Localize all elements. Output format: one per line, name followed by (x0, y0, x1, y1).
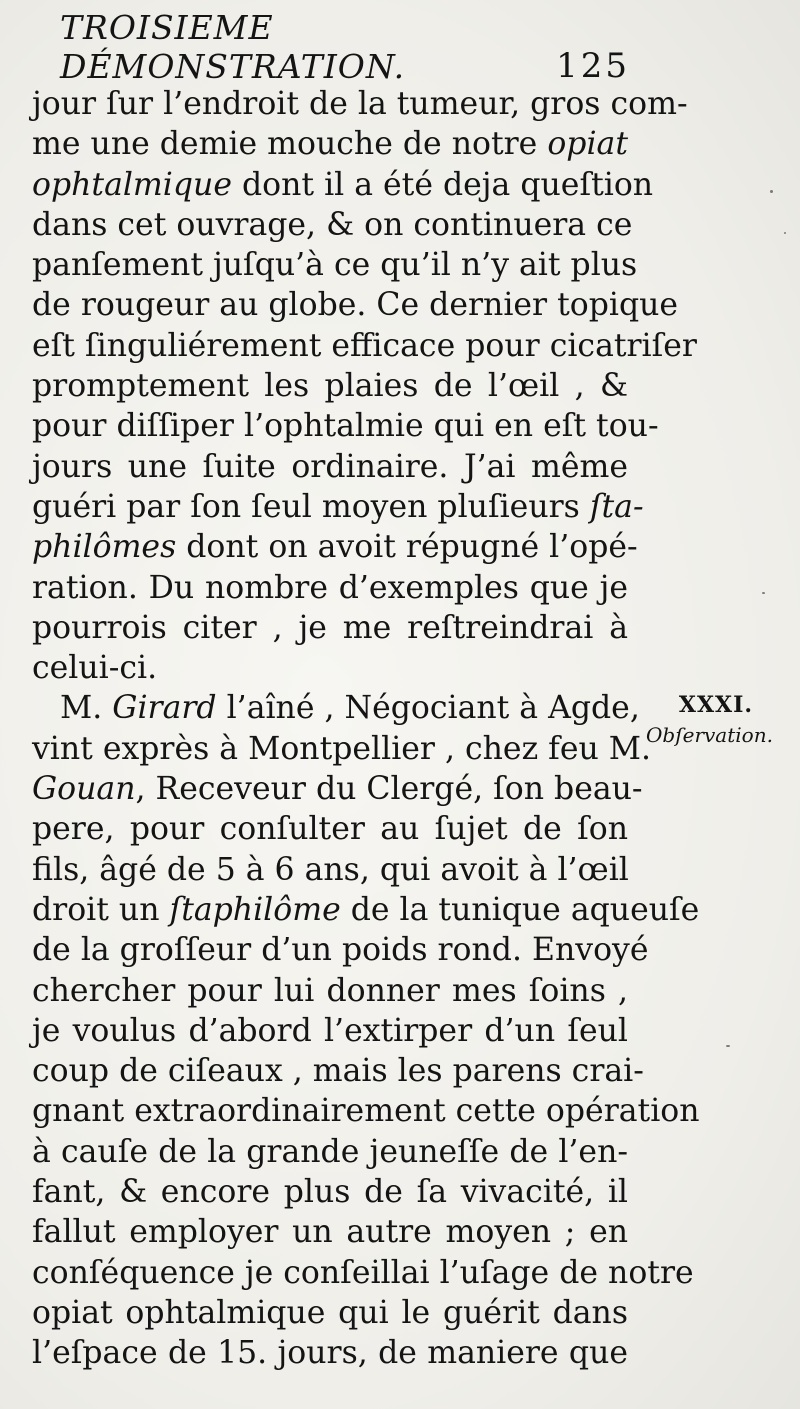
paper-speck (784, 232, 786, 234)
text-line-32: l’eſpace de 15. jours, de maniere que (32, 1335, 628, 1372)
text-line-28: fant, & encore plus de ſa vivacité, il (32, 1174, 628, 1211)
text-line-30: conſéquence je conſeillai l’uſage de notre (32, 1254, 694, 1291)
text-line-31: opiat ophtalmique qui le guérit dans (32, 1294, 628, 1331)
text-line-1: jour ſur l’endroit de la tumeur, gros com- (32, 86, 688, 122)
text-line-24: je voulus d’abord l’extirper d’un ſeul (32, 1012, 628, 1049)
text-line-2: me une demie mouche de notre opiat (32, 126, 628, 163)
text-line-21: droit un ſtaphilôme de la tunique aqueuſe (32, 891, 700, 928)
text-line-17: vint exprès à Montpellier , chez feu M. (32, 730, 652, 767)
text-line-22: de la groſſeur d’un poids rond. Envoyé (32, 932, 649, 969)
text-line-14: pourrois citer , je me reſtreindrai à (32, 609, 628, 646)
text-line-5: panſement juſqu’à ce qu’il n’y ait plus (32, 247, 638, 284)
text-line-6: de rougeur au globe. Ce dernier topique (32, 287, 679, 324)
text-line-27: à cauſe de la grande jeuneſſe de l’en- (32, 1133, 628, 1170)
text-line-7: eſt ſinguliérement efficace pour cicatriſer (32, 327, 697, 364)
paper-speck (770, 190, 773, 193)
observation-number: XXXI. (678, 692, 754, 718)
text-line-16: M. Girard l’aîné , Négociant à Agde, (60, 690, 640, 727)
running-title: TROISIEME DÉMONSTRATION. (60, 8, 406, 86)
text-line-19: pere, pour conſulter au ſujet de ſon (32, 811, 628, 848)
text-line-13: ration. Du nombre d’exemples que je (32, 569, 628, 606)
body-text (32, 84, 700, 1374)
page-number: 125 (556, 46, 630, 86)
text-line-25: coup de ciſeaux , mais les parens crai- (32, 1053, 644, 1090)
text-line-9: pour diſſiper l’ophtalmie qui en eſt tou- (32, 408, 659, 445)
text-line-11: guéri par ſon ſeul moyen pluſieurs ſta- (32, 488, 644, 525)
paper-speck (726, 1045, 730, 1047)
observation-label: Obſervation. (646, 723, 773, 747)
running-header (60, 8, 630, 86)
text-line-4: dans cet ouvrage, & on continuera ce (32, 206, 633, 243)
text-line-18: Gouan, Receveur du Clergé, ſon beau- (32, 771, 643, 808)
text-line-26: gnant extraordinairement cette opération (32, 1093, 700, 1130)
text-line-8: promptement les plaies de l’œil , & (32, 368, 628, 405)
text-line-15: celui-ci. (32, 650, 158, 687)
paper-speck (762, 592, 765, 594)
text-line-29: fallut employer un autre moyen ; en (32, 1214, 628, 1251)
text-line-23: chercher pour lui donner mes ſoins , (32, 972, 628, 1009)
text-line-12: philômes dont on avoit répugné l’opé- (32, 529, 638, 566)
text-line-20: fils, âgé de 5 à 6 ans, qui avoit à l’œil (32, 851, 629, 888)
text-line-3: ophtalmique dont il a été deja queſtion (32, 166, 654, 203)
margin-note (640, 690, 792, 750)
text-line-10: jours une ſuite ordinaire. J’ai même (32, 448, 628, 485)
